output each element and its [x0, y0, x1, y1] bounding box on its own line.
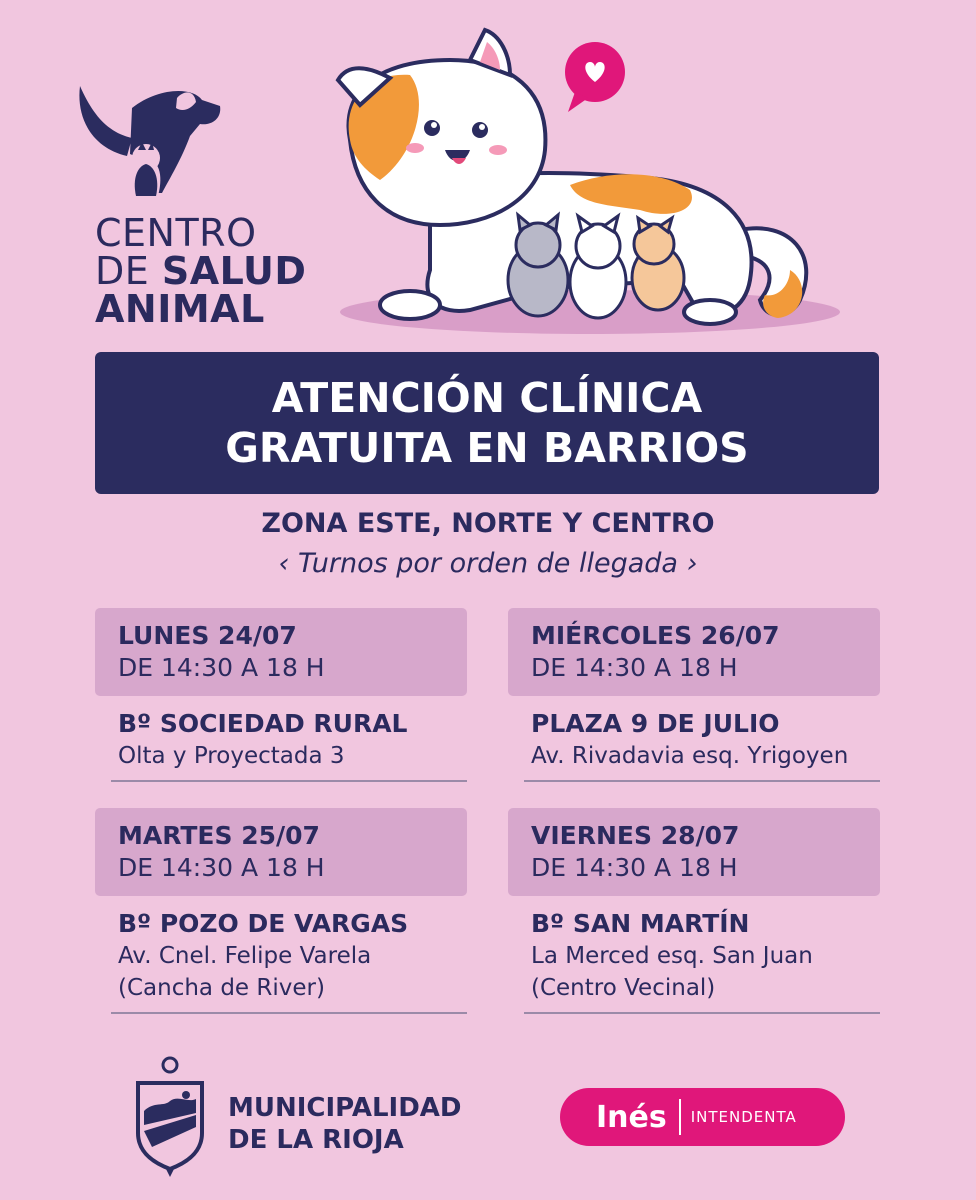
divider [524, 1012, 880, 1014]
badge-name: Inés [596, 1099, 667, 1135]
schedule-hours: DE 14:30 A 18 H [118, 653, 325, 682]
city-shield-icon [130, 1055, 210, 1177]
heart-bubble-icon [565, 42, 625, 112]
municipality-name [228, 1092, 462, 1156]
dog-cat-silhouette-icon [72, 78, 232, 203]
cat-nursing-kittens-illustration [320, 20, 860, 350]
muni-line-1: MUNICIPALIDAD [228, 1093, 462, 1123]
logo-title [95, 211, 307, 331]
schedule-place: Bº SOCIEDAD RURAL [118, 709, 408, 738]
schedule-address: Av. Rivadavia esq. Yrigoyen [531, 743, 849, 769]
schedule-address-extra: (Centro Vecinal) [531, 975, 716, 1001]
schedule-card-tuesday [95, 808, 467, 1014]
banner-line-1: ATENCIÓN CLÍNICA [271, 374, 703, 422]
schedule-card-wednesday [508, 608, 880, 782]
schedule-place: PLAZA 9 DE JULIO [531, 709, 780, 738]
divider [524, 780, 880, 782]
date-box [508, 808, 880, 896]
schedule-day: VIERNES 28/07 [531, 821, 740, 850]
turnos-note: ‹ Turnos por orden de llegada › [278, 548, 698, 579]
logo-line-3: ANIMAL [95, 287, 265, 331]
badge-role: INTENDENTA [690, 1108, 797, 1126]
zone-heading: ZONA ESTE, NORTE Y CENTRO [261, 508, 715, 539]
schedule-address-extra: (Cancha de River) [118, 975, 325, 1001]
schedule-card-monday [95, 608, 467, 782]
intendenta-badge [560, 1088, 845, 1146]
schedule-day: LUNES 24/07 [118, 621, 297, 650]
schedule-card-friday [508, 808, 880, 1014]
schedule-place: Bº POZO DE VARGAS [118, 909, 409, 938]
muni-line-2: DE LA RIOJA [228, 1125, 404, 1155]
schedule-hours: DE 14:30 A 18 H [531, 653, 738, 682]
logo-line-1: CENTRO [95, 211, 257, 255]
schedule-place: Bº SAN MARTÍN [531, 909, 750, 938]
divider [111, 1012, 467, 1014]
schedule-hours: DE 14:30 A 18 H [531, 853, 738, 882]
divider [111, 780, 467, 782]
schedule-day: MARTES 25/07 [118, 821, 320, 850]
badge-separator [679, 1099, 681, 1135]
logo-line-2: DE SALUD [95, 249, 307, 293]
main-banner [95, 352, 879, 494]
date-box [508, 608, 880, 696]
schedule-address: La Merced esq. San Juan [531, 943, 813, 969]
schedule-address: Av. Cnel. Felipe Varela [118, 943, 372, 969]
date-box [95, 808, 467, 896]
schedule-hours: DE 14:30 A 18 H [118, 853, 325, 882]
date-box [95, 608, 467, 696]
banner-line-2: GRATUITA EN BARRIOS [225, 424, 749, 472]
schedule-day: MIÉRCOLES 26/07 [531, 621, 780, 650]
schedule-address: Olta y Proyectada 3 [118, 743, 345, 769]
